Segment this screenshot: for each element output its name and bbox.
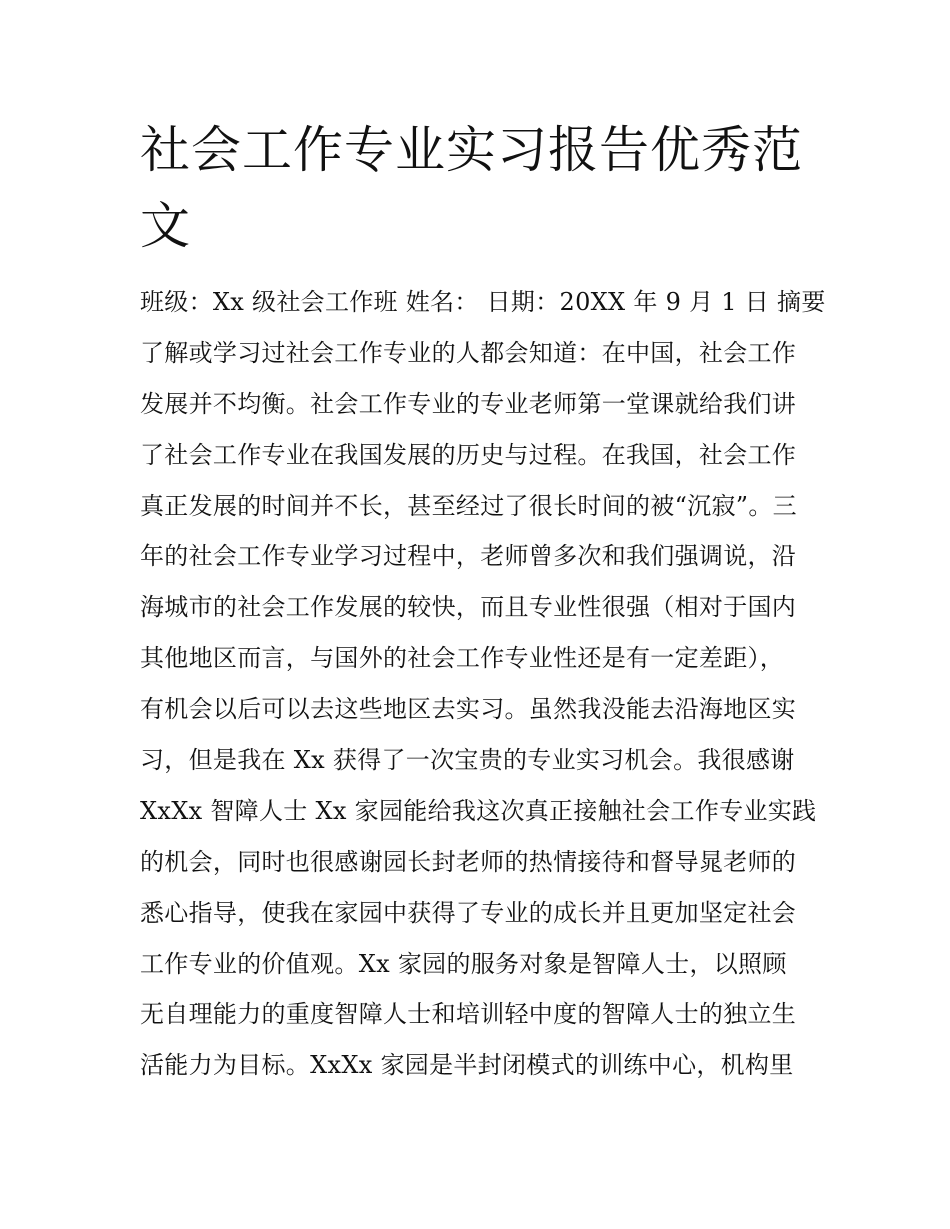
body-line: 其他地区而言，与国外的社会工作专业性还是有一定差距）， bbox=[140, 644, 785, 673]
body-line: 了解或学习过社会工作专业的人都会知道：在中国，社会工作 bbox=[140, 338, 797, 367]
body-line: 年的社会工作专业学习过程中，老师曾多次和我们强调说，沿 bbox=[140, 542, 797, 571]
body-line: 习，但是我在 Xx 获得了一次宝贵的专业实习机会。我很感谢 bbox=[140, 746, 795, 775]
document-title bbox=[140, 112, 820, 264]
title-line: 社会工作专业实习报告优秀范 bbox=[140, 121, 803, 179]
body-line: 无自理能力的重度智障人士和培训轻中度的智障人士的独立生 bbox=[140, 1000, 797, 1029]
body-line: 海城市的社会工作发展的较快，而且专业性很强（相对于国内 bbox=[140, 593, 797, 622]
body-line: XxXx 智障人士 Xx 家园能给我这次真正接触社会工作专业实践 bbox=[140, 796, 817, 825]
body-line: 工作专业的价值观。Xx 家园的服务对象是智障人士，以照顾 bbox=[140, 949, 787, 978]
body-line: 的机会，同时也很感谢园长封老师的热情接待和督导晁老师的 bbox=[140, 847, 797, 876]
body-line: 了社会工作专业在我国发展的历史与过程。在我国，社会工作 bbox=[140, 440, 797, 469]
body-line: 真正发展的时间并不长，甚至经过了很长时间的被“沉寂”。三 bbox=[140, 491, 797, 520]
body-line: 有机会以后可以去这些地区去实习。虽然我没能去沿海地区实 bbox=[140, 695, 797, 724]
body-line: 活能力为目标。XxXx 家园是半封闭模式的训练中心，机构里 bbox=[140, 1051, 794, 1080]
body-line: 悉心指导，使我在家园中获得了专业的成长并且更加坚定社会 bbox=[140, 898, 797, 927]
document-body bbox=[140, 282, 826, 1096]
title-line: 文 bbox=[140, 197, 191, 255]
body-line-meta: 班级：Xx 级社会工作班 姓名： 日期：20XX 年 9 月 1 日 摘要 bbox=[140, 288, 826, 316]
body-line: 发展并不均衡。社会工作专业的专业老师第一堂课就给我们讲 bbox=[140, 389, 797, 418]
